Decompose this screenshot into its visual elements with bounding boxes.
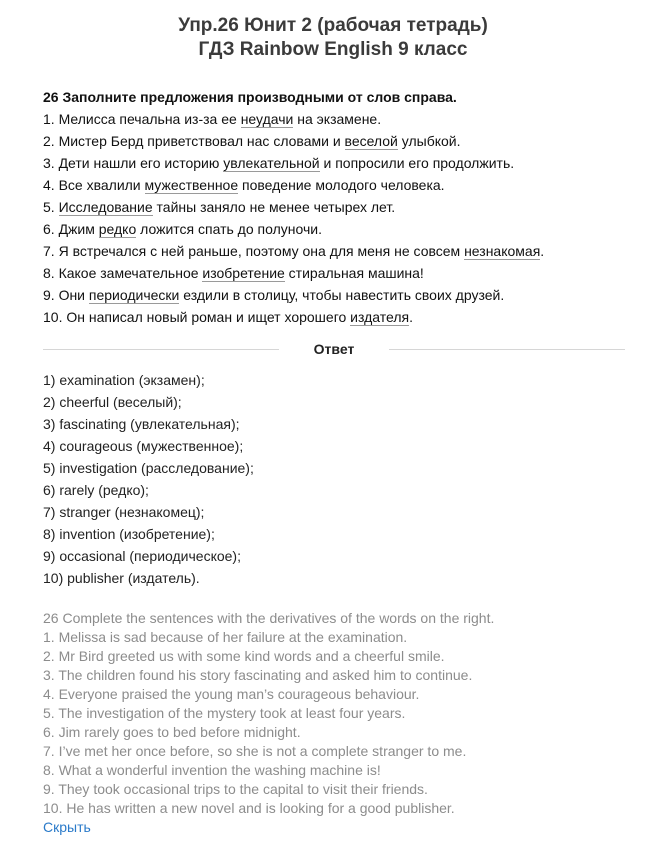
answer-label: Ответ <box>313 341 355 357</box>
answer-divider <box>43 340 625 358</box>
task-sentence <box>43 108 643 130</box>
translation-line: 10. He has written a new novel and is looking for a good publisher. <box>43 800 455 816</box>
task-sentence <box>43 218 643 240</box>
answer-item: 5) investigation (расследование); <box>43 460 254 476</box>
task-sentences <box>43 108 643 328</box>
underlined-word: периодически <box>88 287 180 303</box>
translation-line: 8. What a wonderful invention the washing machine is! <box>43 762 381 778</box>
sentence-text-after: . <box>409 309 413 325</box>
sentence-text-before: 10. Он написал новый роман и ищет хорошего <box>43 309 351 325</box>
task-sentence <box>43 262 643 284</box>
answer-item: 2) cheerful (веселый); <box>43 394 182 410</box>
sentence-text-after: и попросили его продолжить. <box>319 155 515 171</box>
answer-item: 1) examination (экзамен); <box>43 372 205 388</box>
divider-line-right <box>389 349 625 350</box>
translation-line: 4. Everyone praised the young man’s courageous behaviour. <box>43 686 420 702</box>
task-sentence <box>43 284 643 306</box>
page-title <box>0 14 666 62</box>
task-heading: 26 Заполните предложения производными от слов справа. <box>43 89 457 105</box>
sentence-text-after: стиральная машина! <box>284 265 424 281</box>
translation-line: 6. Jim rarely goes to bed before midnight. <box>43 724 301 740</box>
sentence-text-before: 2. Мистер Берд приветствовал нас словами и <box>43 133 345 149</box>
sentence-text-before: 6. Джим <box>43 221 99 237</box>
sentence-text-before: 1. Мелисса печальна из-за ее <box>43 111 241 127</box>
sentence-text-before: 9. Они <box>43 287 89 303</box>
underlined-word: Исследование <box>58 199 153 215</box>
translation-line: 26 Complete the sentences with the derivatives of the words on the right. <box>43 610 495 626</box>
sentence-text-before: 5. <box>43 199 59 215</box>
hide-link[interactable]: Скрыть <box>43 819 91 835</box>
underlined-word: мужественное <box>144 177 239 193</box>
task-sentence <box>43 152 643 174</box>
answer-item: 10) publisher (издатель). <box>43 570 200 586</box>
sentence-text-after: улыбкой. <box>397 133 461 149</box>
task-sentence <box>43 130 643 152</box>
sentence-text-after: поведение молодого человека. <box>238 177 445 193</box>
translation-line: 5. The investigation of the mystery took at least four years. <box>43 705 406 721</box>
answer-item: 4) courageous (мужественное); <box>43 438 244 454</box>
answers-list <box>43 369 603 589</box>
task-sentence <box>43 196 643 218</box>
underlined-word: изобретение <box>202 265 285 281</box>
underlined-word: неудачи <box>240 111 294 127</box>
translation-block <box>43 609 623 837</box>
answer-item: 7) stranger (незнакомец); <box>43 504 205 520</box>
translation-line: 2. Mr Bird greeted us with some kind words and a cheerful smile. <box>43 648 445 664</box>
sentence-text-before: 7. Я встречался с ней раньше, поэтому она для меня не совсем <box>43 243 465 259</box>
underlined-word: незнакомая <box>464 243 541 259</box>
translation-line: 7. I’ve met her once before, so she is not a complete stranger to me. <box>43 743 467 759</box>
translation-lines <box>43 609 623 818</box>
task-sentence <box>43 306 643 328</box>
translation-line: 3. The children found his story fascinating and asked him to continue. <box>43 667 473 683</box>
title-line-1: Упр.26 Юнит 2 (рабочая тетрадь) <box>178 15 488 36</box>
translation-line: 1. Melissa is sad because of her failure at the examination. <box>43 629 408 645</box>
task-sentence <box>43 240 643 262</box>
answer-item: 6) rarely (редко); <box>43 482 149 498</box>
sentence-text-after: ложится спать до полуночи. <box>136 221 322 237</box>
answer-item: 3) fascinating (увлекательная); <box>43 416 240 432</box>
sentence-text-after: на экзамене. <box>293 111 382 127</box>
translation-line: 9. They took occasional trips to the capital to visit their friends. <box>43 781 428 797</box>
underlined-word: веселой <box>344 133 398 149</box>
underlined-word: издателя <box>350 309 410 325</box>
underlined-word: редко <box>98 221 137 237</box>
sentence-text-before: 3. Дети нашли его историю <box>43 155 224 171</box>
sentence-text-after: ездили в столицу, чтобы навестить своих друзей. <box>179 287 505 303</box>
sentence-text-before: 8. Какое замечательное <box>43 265 203 281</box>
sentence-text-after: . <box>540 243 545 259</box>
underlined-word: увлекательной <box>223 155 320 171</box>
sentence-text-before: 4. Все хвалили <box>43 177 145 193</box>
task-block <box>43 86 643 328</box>
task-sentence <box>43 174 643 196</box>
sentence-text-after: тайны заняло не менее четырех лет. <box>152 199 396 215</box>
answer-item: 9) occasional (периодическое); <box>43 548 241 564</box>
answer-item: 8) invention (изобретение); <box>43 526 215 542</box>
title-line-2: ГДЗ Rainbow English 9 класс <box>198 39 468 60</box>
